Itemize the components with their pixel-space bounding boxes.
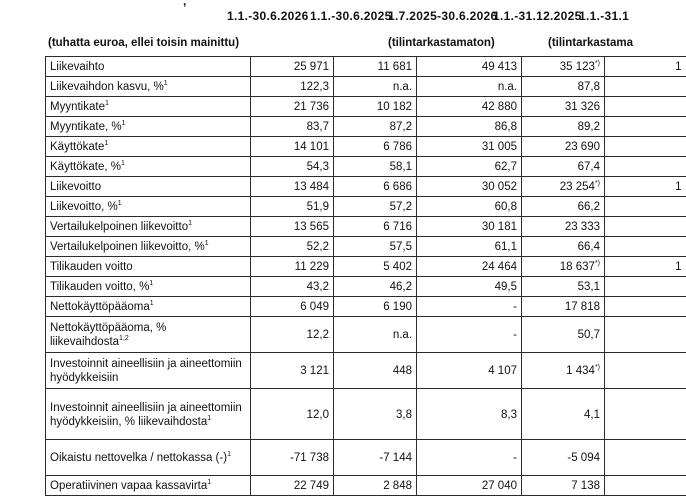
row-label-text: Nettokäyttöpääoma, % liikevaihdosta [50, 322, 167, 348]
cell-value: 83,7 [306, 121, 329, 133]
cell-col-2 [334, 297, 417, 317]
row-label [46, 353, 251, 389]
cell-col-1 [251, 476, 334, 496]
row-label-text: Myyntikate [50, 101, 105, 113]
table-row-vertailukelpoinen-liikevoitto [46, 217, 686, 237]
row-label-text: Investoinnit aineellisiin ja aineettomiin hyödykkeisiin, % liikevaihdosta [50, 401, 242, 428]
cell-value: 24 464 [481, 261, 517, 273]
cell-value: 448 [392, 365, 412, 377]
asterisk-note: *) [594, 260, 600, 268]
row-label [46, 277, 251, 297]
footnote-ref: 1 [104, 140, 109, 148]
cell-col-1 [251, 57, 334, 77]
kpi-table-body [46, 57, 686, 496]
cell-value: 89,2 [577, 121, 600, 133]
cell-value: 86,8 [494, 121, 517, 133]
cell-col-5 [605, 97, 686, 117]
cell-col-4 [522, 277, 605, 297]
row-label-text: Nettokäyttöpääoma [50, 301, 150, 313]
cell-col-5 [605, 237, 686, 257]
footnote-ref: 1 [149, 280, 154, 288]
cell-value: 66,2 [577, 201, 600, 213]
cell-value: 14 101 [293, 141, 329, 153]
cell-value: -5 094 [567, 452, 600, 464]
cell-value: 7 138 [571, 480, 600, 492]
cell-value: 31 326 [564, 101, 600, 113]
row-label-text: Liikevoitto, % [50, 201, 118, 213]
row-label [46, 476, 251, 496]
table-row-tilikauden-voitto [46, 257, 686, 277]
row-label [46, 77, 251, 97]
cell-col-5 [605, 217, 686, 237]
table-row-myyntikate [46, 97, 686, 117]
cell-col-3 [417, 389, 522, 440]
cell-col-1 [251, 137, 334, 157]
cell-col-3 [417, 77, 522, 97]
cell-col-4 [522, 197, 605, 217]
cell-col-5 [605, 257, 686, 277]
footnote-ref: 1 [104, 100, 109, 108]
cell-col-4 [522, 237, 605, 257]
cell-value: 3 121 [300, 365, 329, 377]
cell-col-1 [251, 353, 334, 389]
cell-value: 60,8 [494, 201, 517, 213]
asterisk-note: *) [594, 60, 600, 68]
col-header-fy2025: 1.1.-31.12.2025 [493, 9, 582, 23]
cell-col-5 [605, 117, 686, 137]
cell-col-2 [334, 197, 417, 217]
cell-value: 21 736 [293, 101, 329, 113]
cell-value: - [513, 329, 517, 341]
cell-value: 23 690 [564, 141, 600, 153]
cell-col-1 [251, 97, 334, 117]
table-row-investoinnit [46, 353, 686, 389]
audit-note-fy2025: (tilintarkastama [548, 37, 634, 49]
cell-col-2 [334, 157, 417, 177]
row-label-text: Investoinnit aineellisiin ja aineettomiin hyödykkeisiin [50, 358, 242, 384]
cell-col-1 [251, 217, 334, 237]
cell-value: 25 971 [293, 61, 329, 73]
cell-value: 12,0 [306, 408, 329, 421]
cell-col-5 [605, 177, 686, 197]
cell-col-1 [251, 117, 334, 137]
cell-value: 52,2 [306, 241, 329, 253]
row-label-text: Tilikauden voitto, % [50, 281, 150, 293]
cell-col-1 [251, 389, 334, 440]
cell-col-3 [417, 237, 522, 257]
cell-col-3 [417, 257, 522, 277]
cell-col-1 [251, 157, 334, 177]
cell-col-2 [334, 353, 417, 389]
table-row-liikevoitto [46, 177, 686, 197]
cell-value: 87,8 [577, 81, 600, 93]
cell-value: 58,1 [389, 161, 412, 173]
row-label-text: Tilikauden voitto [50, 261, 133, 273]
cell-value: 23 333 [564, 221, 600, 233]
cell-value: 12,2 [306, 329, 329, 341]
row-label-text: Liikevoitto [50, 181, 102, 193]
cell-value: 35 123 [559, 61, 595, 73]
cell-col-4 [522, 476, 605, 496]
cell-col-3 [417, 217, 522, 237]
cell-value: 18 637 [559, 261, 595, 273]
col-header-prior-fy: 1.1.-31.1 [579, 9, 630, 23]
row-label [46, 197, 251, 217]
cell-value: 8,3 [501, 408, 517, 421]
footnote-ref: 1 [227, 451, 231, 459]
row-label [46, 217, 251, 237]
cell-value: 6 190 [383, 301, 412, 313]
cell-value: 27 040 [481, 480, 517, 492]
row-label [46, 57, 251, 77]
cell-value: 30 052 [481, 181, 517, 193]
table-row-liikevoitto-pct [46, 197, 686, 217]
cell-value: - [513, 452, 517, 464]
cell-value: 23 254 [559, 181, 595, 193]
cell-value: 61,1 [494, 241, 517, 253]
cell-value: 50,7 [577, 329, 600, 341]
cell-col-3 [417, 440, 522, 476]
cell-value: -7 144 [379, 452, 412, 464]
cell-value: 66,4 [577, 241, 600, 253]
audit-note-ltm: (tilintarkastamaton) [388, 37, 495, 49]
cell-col-5 [605, 197, 686, 217]
footnote-ref: 1 [207, 479, 212, 487]
cell-col-3 [417, 157, 522, 177]
cell-value: 1 [675, 61, 682, 73]
cell-col-4 [522, 77, 605, 97]
cropped-top-text: , [183, 0, 187, 8]
cell-value: 49,5 [494, 281, 517, 293]
cell-col-2 [334, 317, 417, 353]
cell-col-4 [522, 137, 605, 157]
cell-col-1 [251, 257, 334, 277]
cell-col-5 [605, 440, 686, 476]
cell-col-4 [522, 257, 605, 277]
cell-value: -71 738 [289, 452, 329, 464]
cell-value: 6 686 [383, 181, 412, 193]
cell-value: 49 413 [481, 61, 517, 73]
row-label [46, 97, 251, 117]
cell-col-4 [522, 353, 605, 389]
cell-value: 31 005 [481, 141, 517, 153]
table-row-tilikauden-voitto-pct [46, 277, 686, 297]
row-label-text: Vertailukelpoinen liikevoitto [50, 221, 189, 233]
cell-value: 57,5 [389, 241, 412, 253]
cell-col-2 [334, 440, 417, 476]
cell-value: 2 848 [383, 480, 412, 492]
row-label-text: Liikevaihto [50, 61, 105, 73]
cell-col-5 [605, 389, 686, 440]
cell-col-3 [417, 57, 522, 77]
cell-value: 1 [675, 181, 682, 193]
row-label [46, 117, 251, 137]
footnote-ref: 1 [163, 80, 168, 88]
cell-value: 51,9 [306, 201, 329, 213]
cell-value: n.a. [392, 329, 412, 341]
cell-col-5 [605, 297, 686, 317]
kpi-table [45, 56, 686, 496]
cell-value: 4,1 [584, 408, 600, 421]
cell-value: 62,7 [494, 161, 517, 173]
cell-col-5 [605, 353, 686, 389]
cell-col-3 [417, 353, 522, 389]
cell-col-3 [417, 117, 522, 137]
row-label [46, 317, 251, 353]
cell-col-2 [334, 77, 417, 97]
footnote-ref: 1 [121, 120, 126, 128]
table-row-operatiivinen-vapaa-kassavirta [46, 476, 686, 496]
cell-value: 1 434 [566, 365, 595, 377]
cell-col-4 [522, 177, 605, 197]
cell-col-3 [417, 97, 522, 117]
cell-col-4 [522, 97, 605, 117]
row-label-text: Oikaistu nettovelka / nettokassa (-) [50, 452, 228, 464]
cell-col-5 [605, 157, 686, 177]
cell-col-5 [605, 57, 686, 77]
row-label-text: Operatiivinen vapaa kassavirta [50, 480, 208, 492]
row-label [46, 137, 251, 157]
cell-col-1 [251, 237, 334, 257]
row-label-text: Myyntikate, % [50, 121, 122, 133]
cell-col-1 [251, 317, 334, 353]
table-row-vertailukelpoinen-liikevoitto-pct [46, 237, 686, 257]
cell-col-1 [251, 197, 334, 217]
unit-note: (tuhatta euroa, ellei toisin mainittu) [48, 37, 240, 49]
cell-value: 13 565 [293, 221, 329, 233]
row-label [46, 157, 251, 177]
cell-value: 4 107 [488, 365, 517, 377]
cell-col-4 [522, 157, 605, 177]
cell-col-1 [251, 297, 334, 317]
table-row-myyntikate-pct [46, 117, 686, 137]
row-label [46, 177, 251, 197]
col-header-h1-2026: 1.1.-30.6.2026 [227, 9, 309, 23]
cell-value: 11 229 [294, 261, 329, 273]
cell-col-2 [334, 389, 417, 440]
footnote-ref: 1 [204, 240, 209, 248]
cell-col-3 [417, 297, 522, 317]
row-label [46, 389, 251, 440]
cell-col-4 [522, 440, 605, 476]
footnote-ref: 1 [117, 200, 122, 208]
cell-col-5 [605, 77, 686, 97]
table-row-investoinnit-pct [46, 389, 686, 440]
cell-value: 6 716 [383, 221, 412, 233]
cell-col-1 [251, 440, 334, 476]
cell-col-2 [334, 117, 417, 137]
row-label [46, 440, 251, 476]
footnote-ref: 1 [149, 300, 154, 308]
cell-col-5 [605, 137, 686, 157]
table-row-nettokayttopaaoma [46, 297, 686, 317]
cell-col-4 [522, 317, 605, 353]
cell-col-3 [417, 476, 522, 496]
cell-col-2 [334, 137, 417, 157]
cell-value: 46,2 [389, 281, 412, 293]
cell-col-3 [417, 197, 522, 217]
cell-col-4 [522, 297, 605, 317]
row-label-text: Liikevaihdon kasvu, % [50, 81, 164, 93]
row-label-text: Käyttökate, % [50, 161, 121, 173]
cell-col-5 [605, 476, 686, 496]
cell-col-2 [334, 57, 417, 77]
table-row-liikevaihdon-kasvu [46, 77, 686, 97]
cell-value: 11 681 [377, 61, 412, 73]
cell-col-3 [417, 277, 522, 297]
footnote-ref: 1 [188, 220, 192, 228]
col-header-ltm: 1.7.2025-30.6.2026 [388, 9, 498, 23]
asterisk-note: *) [594, 364, 600, 372]
cell-col-1 [251, 77, 334, 97]
cell-value: 54,3 [306, 161, 329, 173]
cell-col-5 [605, 277, 686, 297]
table-row-kayttokate [46, 137, 686, 157]
cell-value: 30 181 [481, 221, 517, 233]
footnote-ref: 1,2 [119, 335, 129, 343]
cell-value: 6 786 [383, 141, 412, 153]
cell-col-2 [334, 177, 417, 197]
cell-col-4 [522, 217, 605, 237]
cell-col-1 [251, 277, 334, 297]
cell-col-3 [417, 137, 522, 157]
cell-value: 43,2 [306, 281, 329, 293]
cell-value: 3,8 [396, 408, 412, 421]
cell-value: 22 749 [293, 480, 329, 492]
cell-col-3 [417, 177, 522, 197]
cell-col-2 [334, 97, 417, 117]
cell-value: 5 402 [383, 261, 412, 273]
cell-value: 57,2 [389, 201, 412, 213]
cell-col-2 [334, 217, 417, 237]
cell-value: 87,2 [389, 121, 412, 133]
cell-value: 53,1 [577, 281, 600, 293]
row-label [46, 297, 251, 317]
cell-col-3 [417, 317, 522, 353]
cell-col-4 [522, 117, 605, 137]
cell-value: 17 818 [564, 301, 600, 313]
row-label-text: Vertailukelpoinen liikevoitto, % [50, 241, 205, 253]
cell-value: 67,4 [577, 161, 600, 173]
row-label-text: Käyttökate [50, 141, 105, 153]
cell-value: 6 049 [300, 301, 329, 313]
cell-value: 10 182 [376, 101, 412, 113]
row-label [46, 257, 251, 277]
table-row-nettokayttopaaoma-pct [46, 317, 686, 353]
cell-value: 122,3 [300, 81, 329, 93]
cell-col-2 [334, 237, 417, 257]
cell-col-2 [334, 257, 417, 277]
cell-value: - [513, 301, 517, 313]
cell-col-4 [522, 389, 605, 440]
cell-col-1 [251, 177, 334, 197]
cell-col-4 [522, 57, 605, 77]
cell-col-5 [605, 317, 686, 353]
cell-value: n.a. [392, 81, 412, 93]
col-header-h1-2025: 1.1.-30.6.2025 [310, 9, 392, 23]
table-row-liikevaihto [46, 57, 686, 77]
table-row-kayttokate-pct [46, 157, 686, 177]
cell-col-2 [334, 277, 417, 297]
row-label [46, 237, 251, 257]
table-row-oikaistu-nettovelka [46, 440, 686, 476]
cell-value: 13 484 [293, 181, 329, 193]
cell-value: 1 [675, 261, 682, 273]
footnote-ref: 1 [120, 160, 125, 168]
asterisk-note: *) [594, 180, 600, 188]
cell-value: 42 880 [481, 101, 517, 113]
cell-value: n.a. [497, 81, 517, 93]
cell-col-2 [334, 476, 417, 496]
footnote-ref: 1 [207, 414, 212, 422]
